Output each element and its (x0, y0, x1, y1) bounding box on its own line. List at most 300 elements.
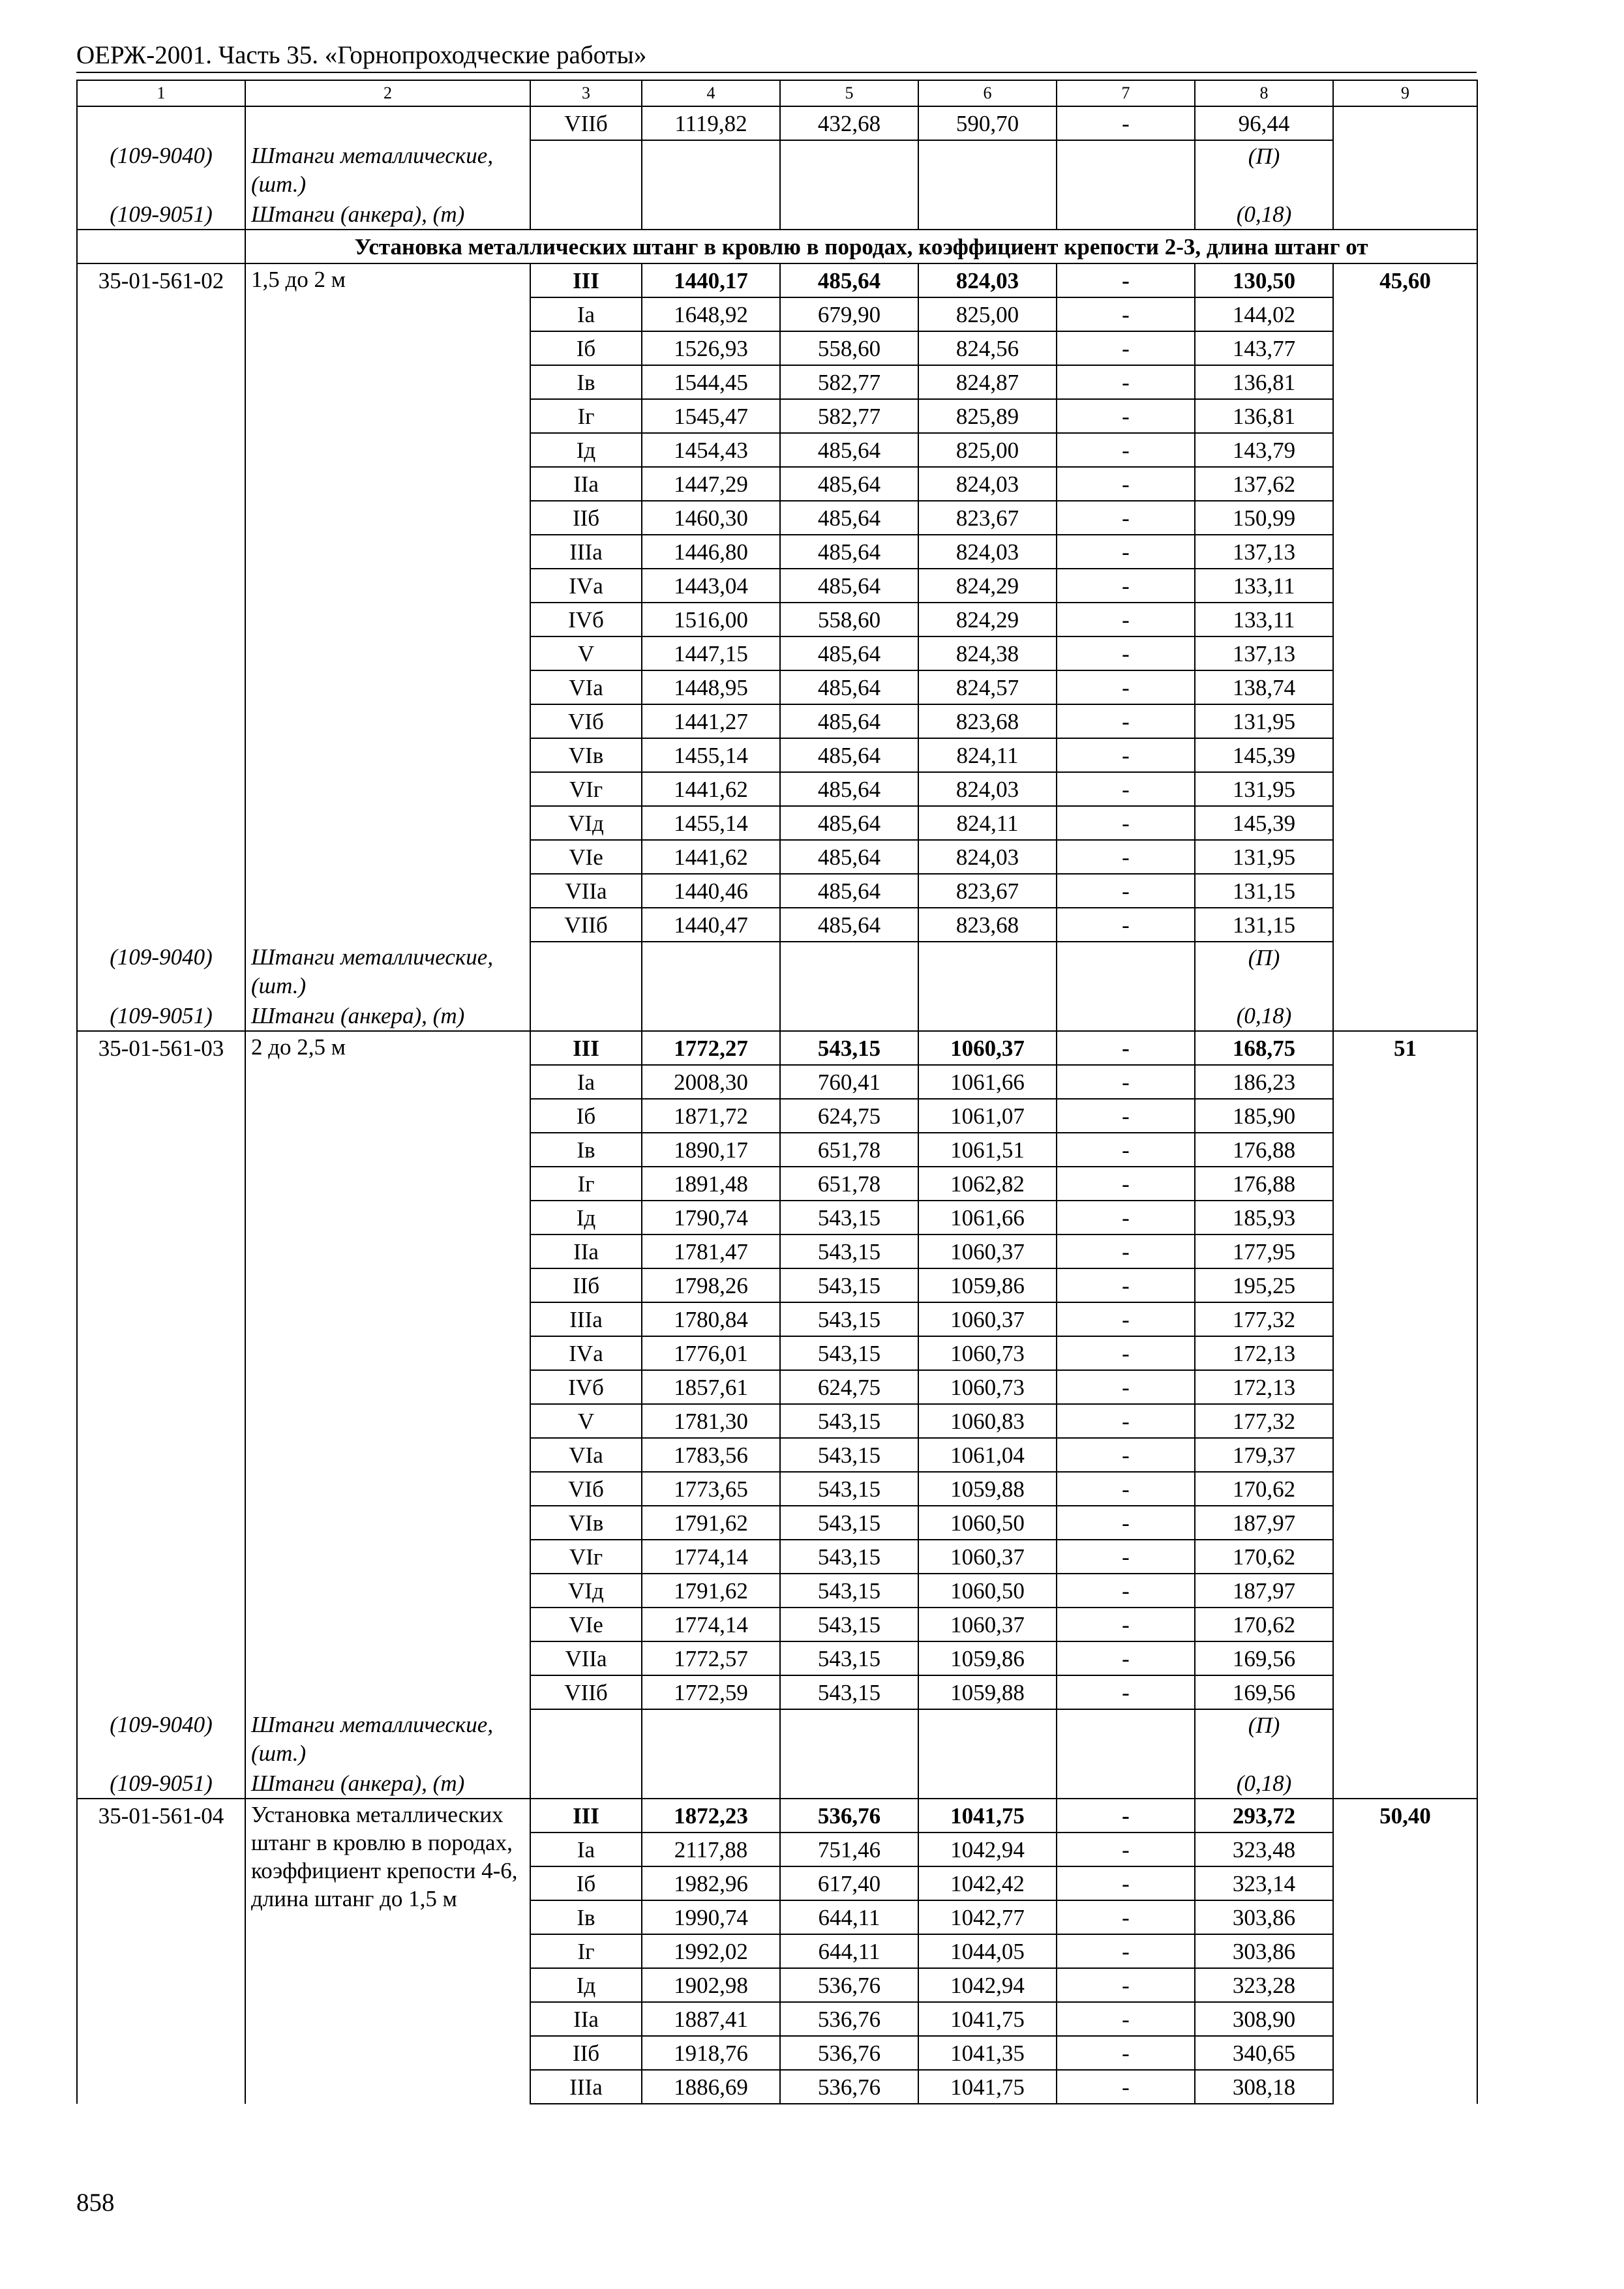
table-cell-materials: - (1057, 603, 1195, 636)
table-cell-materials: - (1057, 1641, 1195, 1675)
table-cell-wages: 485,64 (780, 772, 918, 806)
table-cell-machines: 1060,37 (918, 1031, 1057, 1065)
table-cell-region: IVа (530, 1336, 642, 1370)
table-cell-materials: - (1057, 1438, 1195, 1472)
table-cell-operators-wages: 131,15 (1195, 908, 1333, 942)
table-cell-total-cost: 1774,14 (642, 1608, 780, 1641)
table-row (77, 106, 1477, 140)
table-cell-total-cost: 1918,76 (642, 2036, 780, 2070)
table-cell-wages: 543,15 (780, 1268, 918, 1302)
table-cell-operators-wages: 143,77 (1195, 331, 1333, 365)
resource-row (77, 1000, 1477, 1031)
column-number: 3 (530, 80, 642, 106)
norms-table (76, 80, 1478, 2104)
table-cell-machines: 825,00 (918, 297, 1057, 331)
table-cell-materials: - (1057, 806, 1195, 840)
table-cell-total-cost: 1872,23 (642, 1799, 780, 1833)
table-cell-wages: 558,60 (780, 331, 918, 365)
table-cell-total-cost: 1902,98 (642, 1968, 780, 2002)
table-cell-region: Iг (530, 399, 642, 433)
table-cell-wages: 543,15 (780, 1302, 918, 1336)
table-cell-materials: - (1057, 1866, 1195, 1900)
table-cell-operators-wages: 185,90 (1195, 1099, 1333, 1133)
table-cell-machines: 823,67 (918, 874, 1057, 908)
column-number: 5 (780, 80, 918, 106)
table-cell-total-cost: 1454,43 (642, 433, 780, 467)
table-cell-total-cost: 1773,65 (642, 1472, 780, 1506)
table-cell-wages: 536,76 (780, 2070, 918, 2104)
table-cell-total-cost: 1648,92 (642, 297, 780, 331)
empty-cell (77, 230, 245, 263)
resource-name-line: Штанги (анкера), (т) (251, 1003, 465, 1028)
header-rule (76, 72, 1477, 73)
table-cell-operators-wages: 176,88 (1195, 1167, 1333, 1201)
table-cell-operators-wages: 144,02 (1195, 297, 1333, 331)
resource-name (245, 1709, 530, 1768)
table-cell-machines: 1061,66 (918, 1065, 1057, 1099)
empty-cell (780, 942, 918, 1000)
table-cell-region: Iб (530, 1099, 642, 1133)
table-cell-materials: - (1057, 1404, 1195, 1438)
table-cell-wages: 536,76 (780, 1968, 918, 2002)
resource-code: (109-9040) (77, 942, 245, 1000)
empty-cell (1057, 1000, 1195, 1031)
table-cell-region: VIд (530, 806, 642, 840)
empty-cell (1057, 1768, 1195, 1799)
table-cell-operators-wages: 138,74 (1195, 670, 1333, 704)
table-cell-machines: 1041,75 (918, 1799, 1057, 1833)
table-cell-materials: - (1057, 433, 1195, 467)
resource-code: (109-9040) (77, 140, 245, 199)
table-cell-machines: 823,68 (918, 908, 1057, 942)
table-cell-region: Iа (530, 1833, 642, 1866)
table-cell-total-cost: 2008,30 (642, 1065, 780, 1099)
table-cell-machines: 1060,37 (918, 1302, 1057, 1336)
norm-code: 35-01-561-02 (77, 263, 245, 942)
resource-name-line: Штанги металлические, (251, 1712, 494, 1737)
table-cell-region: VIд (530, 1574, 642, 1608)
norm-code: 35-01-561-04 (77, 1799, 245, 2104)
table-cell-wages: 485,64 (780, 840, 918, 874)
empty-cell (918, 1000, 1057, 1031)
table-cell-wages: 543,15 (780, 1438, 918, 1472)
resource-unit: (0,18) (1195, 1768, 1333, 1799)
norm-description: 1,5 до 2 м (245, 263, 530, 942)
empty-cell (530, 942, 642, 1000)
table-cell-region: V (530, 1404, 642, 1438)
table-cell-total-cost: 1440,17 (642, 263, 780, 297)
table-cell-machines: 590,70 (918, 106, 1057, 140)
table-cell-total-cost: 1992,02 (642, 1934, 780, 1968)
column-number: 1 (77, 80, 245, 106)
table-cell-machines: 1060,83 (918, 1404, 1057, 1438)
table-cell-materials: - (1057, 1900, 1195, 1934)
table-cell-materials: - (1057, 106, 1195, 140)
empty-cell (780, 140, 918, 199)
table-cell-total-cost: 1791,62 (642, 1574, 780, 1608)
resource-unit: (0,18) (1195, 199, 1333, 230)
norm-description: 2 до 2,5 м (245, 1031, 530, 1709)
table-cell-materials: - (1057, 2036, 1195, 2070)
table-cell-total-cost: 1446,80 (642, 535, 780, 569)
page-number: 858 (76, 2189, 115, 2217)
table-cell-materials: - (1057, 738, 1195, 772)
table-cell-region: VIа (530, 1438, 642, 1472)
table-cell-operators-wages: 169,56 (1195, 1641, 1333, 1675)
table-cell-total-cost: 1447,15 (642, 636, 780, 670)
table-cell-materials: - (1057, 1133, 1195, 1167)
page-header-title: ОЕРЖ-2001. Часть 35. «Горнопроходческие работы» (76, 41, 647, 69)
table-cell-operators-wages: 96,44 (1195, 106, 1333, 140)
table-cell-wages: 485,64 (780, 704, 918, 738)
table-cell-operators-wages: 137,13 (1195, 636, 1333, 670)
table-cell-machines: 824,11 (918, 806, 1057, 840)
table-cell-machines: 1042,94 (918, 1968, 1057, 2002)
table-cell-machines: 1041,75 (918, 2070, 1057, 2104)
table-cell-machines: 1061,04 (918, 1438, 1057, 1472)
empty-cell (1333, 942, 1477, 1000)
table-cell-machines: 824,29 (918, 569, 1057, 603)
table-cell-total-cost: 1774,14 (642, 1540, 780, 1574)
norm-code: 35-01-561-03 (77, 1031, 245, 1709)
table-row (77, 1799, 1477, 1833)
table-cell-wages: 485,64 (780, 636, 918, 670)
table-cell-materials: - (1057, 501, 1195, 535)
table-cell-total-cost: 1440,46 (642, 874, 780, 908)
resource-unit: (0,18) (1195, 1000, 1333, 1031)
table-cell-region: III (530, 263, 642, 297)
empty-cell (530, 1768, 642, 1799)
resource-row (77, 942, 1477, 1000)
table-cell-total-cost: 1857,61 (642, 1370, 780, 1404)
table-cell-materials: - (1057, 772, 1195, 806)
table-cell-total-cost: 1772,59 (642, 1675, 780, 1709)
table-cell-operators-wages: 145,39 (1195, 806, 1333, 840)
resource-name-unit: (шт.) (251, 973, 307, 998)
empty-cell (1333, 140, 1477, 199)
table-cell-machines: 1061,66 (918, 1201, 1057, 1234)
table-cell-total-cost: 1781,47 (642, 1234, 780, 1268)
table-cell-wages: 536,76 (780, 1799, 918, 1833)
empty-cell (1333, 1768, 1477, 1799)
table-cell-machines: 1060,37 (918, 1540, 1057, 1574)
table-cell-wages: 543,15 (780, 1608, 918, 1641)
table-cell-operators-wages: 150,99 (1195, 501, 1333, 535)
table-cell-machines: 1061,51 (918, 1133, 1057, 1167)
resource-row (77, 140, 1477, 199)
table-cell-materials: - (1057, 535, 1195, 569)
table-cell-total-cost: 1790,74 (642, 1201, 780, 1234)
table-cell-materials: - (1057, 1167, 1195, 1201)
table-cell-region: VIе (530, 1608, 642, 1641)
table-cell-machines: 1060,37 (918, 1234, 1057, 1268)
empty-cell (245, 106, 530, 140)
table-cell-operators-wages: 340,65 (1195, 2036, 1333, 2070)
table-cell-wages: 485,64 (780, 263, 918, 297)
table-cell-materials: - (1057, 399, 1195, 433)
table-cell-region: Iд (530, 1201, 642, 1234)
table-cell-wages: 651,78 (780, 1133, 918, 1167)
resource-unit: (П) (1195, 942, 1333, 1000)
table-cell-wages: 582,77 (780, 365, 918, 399)
resource-name (245, 1768, 530, 1799)
norms-table-body (77, 80, 1477, 2104)
table-cell-materials: - (1057, 365, 1195, 399)
resource-row (77, 199, 1477, 230)
table-cell-materials: - (1057, 1201, 1195, 1234)
table-cell-materials: - (1057, 670, 1195, 704)
empty-cell (780, 1000, 918, 1031)
table-cell-wages: 485,64 (780, 806, 918, 840)
table-cell-materials: - (1057, 908, 1195, 942)
table-cell-wages: 536,76 (780, 2002, 918, 2036)
table-cell-operators-wages: 137,62 (1195, 467, 1333, 501)
table-cell-region: Iа (530, 1065, 642, 1099)
table-cell-materials: - (1057, 1302, 1195, 1336)
norm-labor: 50,40 (1333, 1799, 1477, 2104)
table-cell-machines: 825,00 (918, 433, 1057, 467)
table-cell-operators-wages: 187,97 (1195, 1506, 1333, 1540)
table-cell-operators-wages: 133,11 (1195, 569, 1333, 603)
empty-cell (530, 1000, 642, 1031)
empty-cell (642, 140, 780, 199)
column-number: 7 (1057, 80, 1195, 106)
table-cell-materials: - (1057, 1268, 1195, 1302)
table-cell-region: IVа (530, 569, 642, 603)
table-cell-operators-wages: 169,56 (1195, 1675, 1333, 1709)
table-cell-machines: 1060,73 (918, 1336, 1057, 1370)
table-cell-region: Iв (530, 365, 642, 399)
table-cell-total-cost: 1447,29 (642, 467, 780, 501)
empty-cell (642, 1000, 780, 1031)
table-cell-materials: - (1057, 2070, 1195, 2104)
resource-name-line: Штанги (анкера), (т) (251, 1771, 465, 1796)
table-cell-machines: 824,29 (918, 603, 1057, 636)
table-cell-operators-wages: 323,48 (1195, 1833, 1333, 1866)
table-cell-region: IVб (530, 1370, 642, 1404)
table-cell-wages: 432,68 (780, 106, 918, 140)
table-cell-machines: 824,03 (918, 467, 1057, 501)
empty-cell (77, 106, 245, 140)
table-cell-wages: 651,78 (780, 1167, 918, 1201)
table-cell-machines: 1042,77 (918, 1900, 1057, 1934)
empty-cell (530, 140, 642, 199)
norm-labor: 45,60 (1333, 263, 1477, 942)
table-row (77, 263, 1477, 297)
table-cell-total-cost: 1119,82 (642, 106, 780, 140)
table-cell-region: VIIа (530, 1641, 642, 1675)
table-cell-operators-wages: 185,93 (1195, 1201, 1333, 1234)
resource-name (245, 942, 530, 1000)
table-cell-materials: - (1057, 1065, 1195, 1099)
table-cell-wages: 543,15 (780, 1031, 918, 1065)
empty-cell (780, 1768, 918, 1799)
table-cell-materials: - (1057, 467, 1195, 501)
table-cell-operators-wages: 177,32 (1195, 1404, 1333, 1438)
resource-code: (109-9051) (77, 1768, 245, 1799)
table-cell-operators-wages: 170,62 (1195, 1540, 1333, 1574)
table-cell-total-cost: 1455,14 (642, 738, 780, 772)
table-cell-total-cost: 1781,30 (642, 1404, 780, 1438)
table-cell-operators-wages: 293,72 (1195, 1799, 1333, 1833)
table-cell-materials: - (1057, 1370, 1195, 1404)
table-cell-region: Iд (530, 1968, 642, 2002)
table-cell-region: IIб (530, 2036, 642, 2070)
column-number-row (77, 80, 1477, 106)
table-cell-machines: 1044,05 (918, 1934, 1057, 1968)
table-cell-machines: 1060,50 (918, 1506, 1057, 1540)
table-cell-wages: 485,64 (780, 467, 918, 501)
table-cell-total-cost: 1545,47 (642, 399, 780, 433)
table-cell-wages: 543,15 (780, 1675, 918, 1709)
empty-cell (1057, 942, 1195, 1000)
table-cell-wages: 485,64 (780, 670, 918, 704)
empty-cell (1333, 106, 1477, 140)
table-cell-total-cost: 1772,27 (642, 1031, 780, 1065)
table-cell-wages: 485,64 (780, 738, 918, 772)
table-cell-materials: - (1057, 297, 1195, 331)
table-cell-wages: 485,64 (780, 908, 918, 942)
table-cell-region: Iб (530, 331, 642, 365)
resource-name-unit: (шт.) (251, 1741, 307, 1766)
column-number: 6 (918, 80, 1057, 106)
table-cell-materials: - (1057, 704, 1195, 738)
table-cell-materials: - (1057, 840, 1195, 874)
column-number: 9 (1333, 80, 1477, 106)
table-cell-wages: 644,11 (780, 1934, 918, 1968)
table-cell-machines: 825,89 (918, 399, 1057, 433)
table-cell-operators-wages: 130,50 (1195, 263, 1333, 297)
table-cell-machines: 1060,37 (918, 1608, 1057, 1641)
resource-name-line: Штанги металлические, (251, 944, 494, 970)
resource-row (77, 1709, 1477, 1768)
table-cell-total-cost: 1544,45 (642, 365, 780, 399)
section-heading-row (77, 230, 1477, 263)
resource-name-line: Штанги (анкера), (т) (251, 202, 465, 227)
table-cell-materials: - (1057, 1234, 1195, 1268)
table-cell-machines: 1060,50 (918, 1574, 1057, 1608)
table-cell-materials: - (1057, 1099, 1195, 1133)
table-cell-wages: 543,15 (780, 1336, 918, 1370)
table-cell-operators-wages: 187,97 (1195, 1574, 1333, 1608)
table-cell-materials: - (1057, 569, 1195, 603)
empty-cell (642, 942, 780, 1000)
table-cell-region: V (530, 636, 642, 670)
table-cell-operators-wages: 136,81 (1195, 399, 1333, 433)
table-cell-wages: 543,15 (780, 1404, 918, 1438)
table-cell-operators-wages: 172,13 (1195, 1370, 1333, 1404)
table-cell-materials: - (1057, 263, 1195, 297)
empty-cell (530, 199, 642, 230)
table-cell-region: IIа (530, 2002, 642, 2036)
table-cell-region: VIе (530, 840, 642, 874)
table-cell-operators-wages: 136,81 (1195, 365, 1333, 399)
empty-cell (1333, 1000, 1477, 1031)
table-cell-region: VIв (530, 1506, 642, 1540)
resource-name (245, 199, 530, 230)
table-cell-region: VIIб (530, 106, 642, 140)
table-cell-region: VIIа (530, 874, 642, 908)
table-cell-wages: 644,11 (780, 1900, 918, 1934)
table-cell-materials: - (1057, 1574, 1195, 1608)
table-cell-operators-wages: 303,86 (1195, 1934, 1333, 1968)
table-cell-total-cost: 1982,96 (642, 1866, 780, 1900)
table-cell-machines: 1059,88 (918, 1675, 1057, 1709)
table-cell-materials: - (1057, 1675, 1195, 1709)
norm-labor: 51 (1333, 1031, 1477, 1709)
table-cell-materials: - (1057, 874, 1195, 908)
table-cell-machines: 824,57 (918, 670, 1057, 704)
table-cell-materials: - (1057, 1833, 1195, 1866)
table-cell-region: IIIа (530, 1302, 642, 1336)
table-cell-materials: - (1057, 2002, 1195, 2036)
table-row (77, 1031, 1477, 1065)
table-cell-wages: 543,15 (780, 1574, 918, 1608)
column-number: 2 (245, 80, 530, 106)
table-cell-materials: - (1057, 1608, 1195, 1641)
table-cell-wages: 543,15 (780, 1641, 918, 1675)
table-cell-wages: 624,75 (780, 1370, 918, 1404)
table-cell-region: IIIа (530, 2070, 642, 2104)
table-cell-total-cost: 1441,62 (642, 772, 780, 806)
empty-cell (642, 199, 780, 230)
resource-name (245, 140, 530, 199)
table-cell-operators-wages: 323,28 (1195, 1968, 1333, 2002)
table-cell-region: VIIб (530, 1675, 642, 1709)
table-cell-region: VIб (530, 1472, 642, 1506)
empty-cell (918, 140, 1057, 199)
empty-cell (1057, 140, 1195, 199)
table-cell-operators-wages: 137,13 (1195, 535, 1333, 569)
table-cell-total-cost: 1440,47 (642, 908, 780, 942)
table-cell-operators-wages: 323,14 (1195, 1866, 1333, 1900)
table-cell-machines: 823,67 (918, 501, 1057, 535)
table-cell-wages: 751,46 (780, 1833, 918, 1866)
table-cell-region: VIб (530, 704, 642, 738)
table-cell-total-cost: 2117,88 (642, 1833, 780, 1866)
table-cell-machines: 1042,94 (918, 1833, 1057, 1866)
table-cell-operators-wages: 179,37 (1195, 1438, 1333, 1472)
table-cell-total-cost: 1455,14 (642, 806, 780, 840)
table-cell-total-cost: 1791,62 (642, 1506, 780, 1540)
table-cell-machines: 824,03 (918, 772, 1057, 806)
table-cell-operators-wages: 186,23 (1195, 1065, 1333, 1099)
empty-cell (780, 1709, 918, 1768)
table-cell-materials: - (1057, 1472, 1195, 1506)
table-cell-wages: 543,15 (780, 1234, 918, 1268)
table-cell-operators-wages: 195,25 (1195, 1268, 1333, 1302)
table-cell-total-cost: 1780,84 (642, 1302, 780, 1336)
empty-cell (642, 1709, 780, 1768)
table-cell-region: Iд (530, 433, 642, 467)
empty-cell (530, 1709, 642, 1768)
table-cell-region: IIа (530, 467, 642, 501)
table-cell-wages: 485,64 (780, 501, 918, 535)
table-cell-total-cost: 1990,74 (642, 1900, 780, 1934)
table-cell-materials: - (1057, 1799, 1195, 1833)
table-cell-total-cost: 1526,93 (642, 331, 780, 365)
table-cell-machines: 1060,73 (918, 1370, 1057, 1404)
table-cell-total-cost: 1516,00 (642, 603, 780, 636)
table-cell-wages: 543,15 (780, 1472, 918, 1506)
table-cell-total-cost: 1798,26 (642, 1268, 780, 1302)
table-cell-region: VIв (530, 738, 642, 772)
table-cell-wages: 543,15 (780, 1201, 918, 1234)
table-cell-operators-wages: 131,95 (1195, 772, 1333, 806)
table-cell-operators-wages: 170,62 (1195, 1608, 1333, 1641)
table-cell-machines: 1059,88 (918, 1472, 1057, 1506)
table-cell-wages: 536,76 (780, 2036, 918, 2070)
